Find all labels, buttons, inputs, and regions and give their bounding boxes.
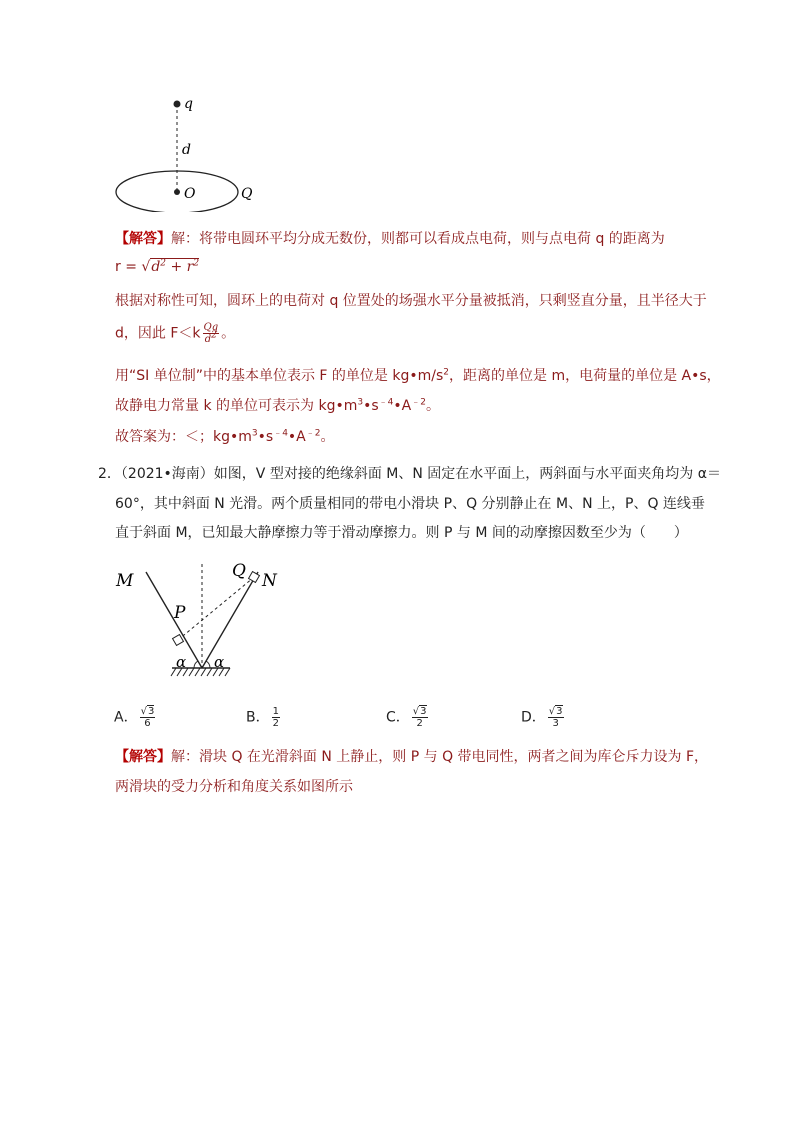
- answer1-line7: 故答案为：＜；$kg•m^3•s^{﹣4}•A^{﹣2}$。: [115, 428, 335, 445]
- answer1-line3: 根据对称性可知，圆环上的电荷对 q 位置处的场强水平分量被抵消，只剩竖直分量，且半径大于: [115, 293, 707, 309]
- option-d[interactable]: D． $\frac{√3}{3}$: [521, 706, 563, 729]
- option-c[interactable]: C． $\frac{√3}{2}$: [386, 706, 427, 729]
- option-c-fraction: $\frac{√3}{2}$: [412, 706, 427, 729]
- point-charge-q-dot: [174, 101, 181, 108]
- option-a-fraction: $\frac{√3}{6}$: [140, 706, 155, 729]
- option-b-fraction: $\frac{1}{2}$: [272, 706, 279, 729]
- option-b[interactable]: B． $\frac{1}{2}$: [246, 706, 279, 729]
- option-a[interactable]: A． $\frac{√3}{6}$: [114, 706, 155, 729]
- sqrt-sign: √: [141, 259, 151, 275]
- answer2-line1: 【解答】解：滑块 Q 在光滑斜面 N 上静止，则 P 与 Q 带电同性，两者之间为库仑斥力设为 F，: [115, 749, 709, 765]
- ring-charge-figure: [110, 92, 280, 212]
- answer1-line5: 用“SI 单位制”中的基本单位表示 F 的单位是 $kg•m/s^2$，距离的单位是 m，电荷量的单位是 A•s，: [115, 367, 721, 384]
- sqrt-radicand: $d^2 + r^2$: [151, 258, 200, 275]
- angle-arc-right: [206, 661, 210, 668]
- angle-arc-left: [194, 661, 198, 668]
- label-alpha-right: α: [214, 653, 225, 671]
- answer1-line4: d，因此 F＜k $\frac{Qq}{d^2}$ 。: [115, 322, 236, 345]
- label-o: O: [184, 186, 196, 202]
- answer2-line2: 两滑块的受力分析和角度关系如图所示: [115, 779, 353, 795]
- option-d-fraction: $\frac{√3}{3}$: [548, 706, 563, 729]
- answer1-text1: 解：将带电圆环平均分成无数份，则都可以看成点电荷，则与点电荷 q 的距离为: [171, 231, 665, 247]
- qq-over-d2-fraction: $\frac{Qq}{d^2}$: [203, 322, 219, 345]
- question2-line3: 直于斜面 M，已知最大静摩擦力等于滑动摩擦力。则 P 与 M 间的动摩擦因数至少为（ ）: [115, 525, 688, 541]
- answer1-line1: [115, 230, 665, 248]
- r-equals: r =: [115, 259, 142, 275]
- label-alpha-left: α: [176, 653, 187, 671]
- answer1-text4: d，因此 F＜k: [115, 325, 201, 342]
- label-ring-q: Q: [241, 186, 253, 202]
- question2-line1: 2．（2021•海南）如图，V 型对接的绝缘斜面 M、N 固定在水平面上，两斜面与水平面夹角均为 α＝: [98, 466, 721, 482]
- question2-line2: 60°，其中斜面 N 光滑。两个质量相同的带电小滑块 P、Q 分别静止在 M、N 上，P、Q 连线垂: [115, 496, 705, 512]
- v-incline-figure: [110, 556, 280, 688]
- label-p: P: [174, 603, 186, 623]
- label-m: M: [116, 571, 134, 591]
- label-d: d: [182, 142, 191, 158]
- center-o-dot: [174, 189, 180, 195]
- pq-dashed-line: [178, 578, 253, 640]
- answer1-r-formula: [115, 258, 199, 276]
- incline-n: [202, 572, 258, 668]
- answer1-line6: 故静电力常量 k 的单位可表示为 $kg•m^3•s^{﹣4}•A^{﹣2}$。: [115, 397, 440, 414]
- label-n: N: [262, 571, 277, 591]
- label-q: q: [184, 96, 193, 112]
- answer-tag: 【解答】: [115, 231, 171, 247]
- block-p: [173, 635, 184, 646]
- label-q2: Q: [232, 561, 246, 581]
- answer2-tag: 【解答】: [115, 749, 171, 765]
